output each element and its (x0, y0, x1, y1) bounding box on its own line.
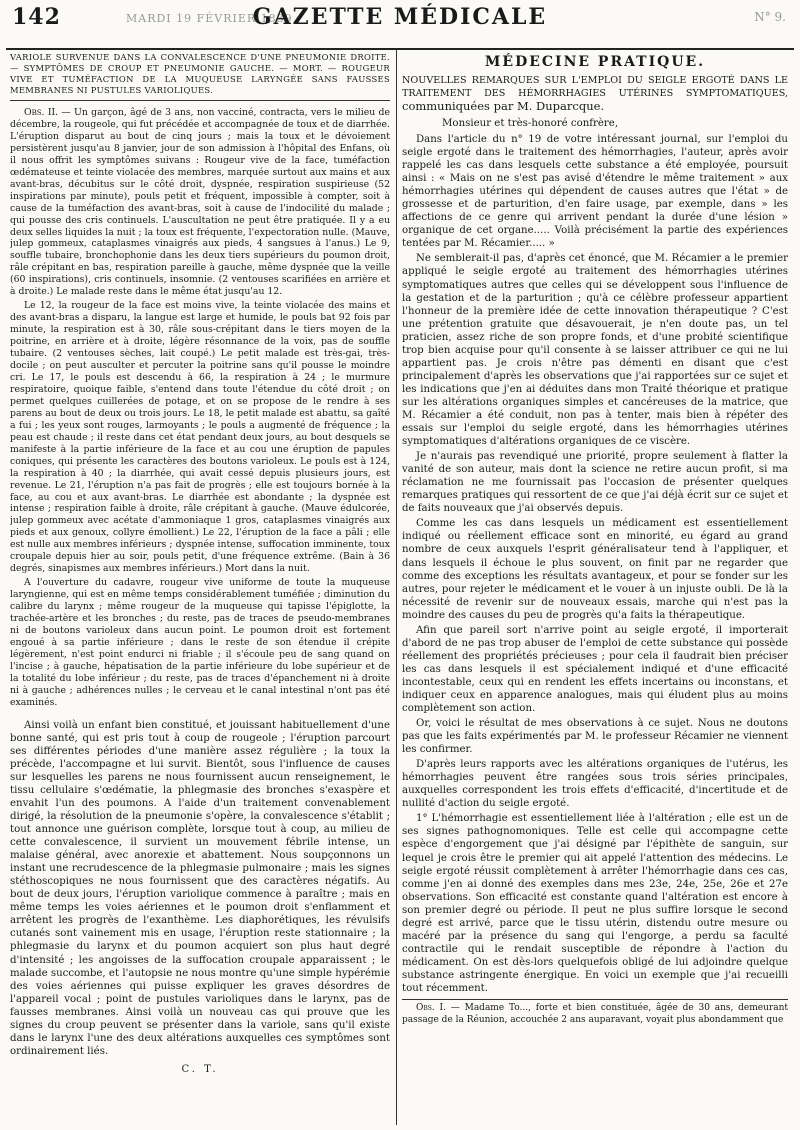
subtitle-author: communiquées par M. Duparcque. (402, 99, 605, 113)
subtitle-text: NOUVELLES REMARQUES SUR L'EMPLOI DU SEIGLE ERGOTÉ DANS LE TRAITEMENT DES HÉMORRHAGIES UTÉRINES SYMPTOMATIQUES, (402, 75, 788, 99)
observation-label: Obs. II. (24, 107, 59, 118)
observation-text: — Madame To..., forte et bien constituée, âgée de 30 ans, demeurant passage de la Réunion, accouchée 2 ans auparavant, voyait plus abondamment que (402, 1003, 788, 1025)
section-title: MÉDECINE PRATIQUE. (484, 54, 706, 70)
newspaper-title: GAZETTE MÉDICALE (252, 4, 548, 30)
left-column (10, 52, 390, 1122)
author-signature: C. T. (181, 1063, 219, 1075)
discussion-paragraph: Ainsi voilà un enfant bien constitué, et jouissant habituellement d'une bonne santé, qui est pris tout à coup de rougeole ; l'éruption parcourt ses différentes périodes d'une manière assez régulière ; la toux la précède, l'accompagne et lui survit. Bientôt, sous l'influence de causes sur lesquelles les parens ne nous fournissent aucun renseignement, le tissu cellulaire s'œdématie, la phlegmasie des bronches s'exaspère et envahit l'un des poumons. A l'aide d'un traitement convenablement dirigé, la résolution de la pneumonie s'opère, la convalescence s'établit ; tout annonce une guérison complète, lorsque tout à coup, au milieu de cette convalescence, il survient un mouvement fébrile intense, un malaise général, avec anorexie et abattement. Nous soupçonnons un instant une recrudescence de la phlegmasie pulmonaire ; mais les signes stéthoscopiques ne nous fournissent que des caractères négatifs. Au bout de deux jours, l'éruption variolique commence à paraître ; mais en même temps les voies aériennes et le poumon droit s'enflamment et arrêtent les progrès de l'exanthème. Les diaphorétiques, les révulsifs cutanés sont vainement mis en usage, l'éruption reste stationnaire ; la phlegmasie du larynx et du poumon acquiert son plus haut degré d'intensité ; les angoisses de la suffocation croupale apparaissent ; le malade succombe, et l'autopsie ne nous montre qu'une simple hypérémie des voies aériennes qui puisse expliquer les graves désordres de l'appareil vocal ; point de pustules varioliques dans le larynx, pas de fausses membranes. Ainsi voilà un nouveau cas qui prouve que les signes du croup peuvent se présenter dans la variole, sans qu'il existe dans le larynx l'une des deux altérations auxquelles ces symptômes sont ordinairement liés. (10, 719, 390, 1057)
letter-paragraph: Afin que pareil sort n'arrive point au seigle ergoté, il importerait d'abord de ne pas trop abuser de l'emploi de cette substance qui possède réellement des propriétés précieuses ; pour cela il faudrait bien préciser les cas dans lesquels il est spécialement indiqué et d'une efficacité incontestable, ceux qui en rendent les effets incertains ou inconstans, et indiquer ceux en apparence analogues, mais qui éludent plus au moins complètement son action. (402, 624, 788, 715)
right-column (402, 52, 788, 1122)
header-rule (6, 48, 794, 50)
letter-paragraph: Ne semblerait-il pas, d'après cet énoncé, que M. Récamier a le premier appliqué le seigle ergoté au traitement des hémorrhagies utérines symptomatiques autres que celles qui se développent sous l'influence de la gestation et de la parturition ; qu'à ce célèbre professeur appartient l'honneur de la première idée de cette innovation thérapeutique ? C'est une prétention gratuite que désavouerait, je n'en doute pas, un tel praticien, assez riche de son propre fonds, et d'une probité scientifique trop bien acquise pour qu'il consente à se laisser attribuer ce qui ne lui appartient pas. Je crois n'être pas démenti en disant que c'est principalement d'après les observations que j'ai rapportées sur ce sujet et les indications que j'en ai déduites dans mon Traité théorique et pratique sur les altérations organiques simples et cancéreuses de la matrice, que M. Récamier a été conduit, non pas à tenter, mais bien à répéter des essais sur l'emploi du seigle ergoté, dans les hémorrhagies utérines symptomatiques d'altérations organiques de ce viscère. (402, 253, 788, 448)
masthead (8, 4, 792, 38)
letter-paragraph: Or, voici le résultat de mes observations à ce sujet. Nous ne doutons pas que les faits expérimentés par M. le professeur Récamier ne viennent les confirmer. (402, 718, 788, 756)
article-heading: VARIOLE SURVENUE DANS LA CONVALESCENCE D'UNE PNEUMONIE DROITE. — SYMPTÔMES DE CROUP ET PNEUMONIE GAUCHE. — MORT. — ROUGEUR VIVE ET TUMÉFACTION DE LA MUQUEUSE LARYNGÉE SANS FAUSSES MEMBRANES NI PUSTULES VARIOLIQUES. (10, 52, 390, 101)
observation-paragraph (10, 107, 390, 298)
issue-number: N° 9. (754, 10, 786, 24)
letter-paragraph: Je n'aurais pas revendiqué une priorité, propre seulement à flatter la vanité de son auteur, mais dont la science ne retire aucun profit, si ma réclamation ne me fournissait pas l'occasion de présenter quelques remarques pratiques qui ressortent de ce que j'ai déjà écrit sur ce sujet et de faits nouveaux que j'ai observés depuis. (402, 451, 788, 515)
letter-paragraph: Dans l'article du n° 19 de votre intéressant journal, sur l'emploi du seigle ergoté dans le traitement des hémorrhagies, l'auteur, après avoir rappelé les cas dans lesquels cette substance a été employée, poursuit ainsi : « Mais on ne s'est pas avisé d'étendre le même traitement » aux hémorrhagies utérines qui dépendent de causes autres que l'état » de grossesse et de parturition, d'en faire usage, par exemple, dans » les affections de ce genre qui arrivent pendant la durée d'une lésion » organique de cet organe..... Voilà précisément la partie des expériences tentées par M. Récamier..... » (402, 134, 788, 250)
letter-paragraph: D'après leurs rapports avec les altérations organiques de l'utérus, les hémorrhagies peuvent être rangées sous trois séries principales, auxquelles correspondent les trois effets d'efficacité, d'incertitude et de nullité d'action du seigle ergoté. (402, 759, 788, 810)
column-divider (396, 50, 397, 1125)
letter-paragraph: Comme les cas dans lesquels un médicament est essentiellement indiqué ou réellement efficace sont en minorité, eu égard au grand nombre de ceux auxquels l'esprit généralisateur tend à l'appliquer, et dans lesquels il échoue le plus souvent, on finit par ne regarder que comme des exceptions les résultats avantageux, et pour se fonder sur les autres, pour rejeter le médicament et le vouer à un injuste oubli. De là la nécessité de revenir sur de nouveaux essais, marche qui n'est pas la moindre des causes du peu de progrès qu'a faits la thérapeutique. (402, 518, 788, 621)
observation-paragraph (402, 999, 788, 1026)
autopsy-paragraph: A l'ouverture du cadavre, rougeur vive uniforme de toute la muqueuse laryngienne, qui est en même temps considérablement tuméfiée ; diminution du calibre du larynx ; même rougeur de la muqueuse qui tapisse l'épiglotte, la trachée-artère et les bronches ; du reste, pas de traces de pseudo-membranes ni de boutons varioleux dans aucun point. Le poumon droit est fortement engoué à sa partie inférieure ; dans le reste de son étendue il crépite légèrement, n'est point endurci ni friable ; il s'écoule peu de sang quand on l'incise ; à gauche, hépatisation de la partie inférieure du lobe supérieur et de la totalité du lobe inférieur ; du reste, pas de traces d'épanchement ni à droite ni à gauche ; adhérences nulles ; le cerveau et le canal intestinal n'ont pas été examinés. (10, 577, 390, 708)
observation-label: Obs. I. (416, 1003, 446, 1014)
article-subtitle (402, 74, 788, 114)
observation-paragraph: Le 12, la rougeur de la face est moins vive, la teinte violacée des mains et des avant-bras a disparu, la langue est large et humide, le pouls bat 92 fois par minute, la respiration est à 30, râle sous-crépitant dans le tiers moyen de la poitrine, en arrière et à droite, légère résonnance de la voix, pas de souffle tubaire. (2 ventouses sèches, lait coupé.) Le petit malade est très-gai, très-docile ; on peut ausculter et percuter la poitrine sans qu'il pousse le moindre cri. Le 17, le pouls est descendu à 66, la respiration à 24 ; le murmure respiratoire, quoique faible, s'entend dans toute l'étendue du côté droit ; on permet quelques cuillerées de potage, et on se propose de le rendre à ses parens au bout de deux ou trois jours. Le 18, le petit malade est abattu, sa gaîté a fui ; les yeux sont rouges, larmoyants ; le pouls a augmenté de fréquence ; la peau est chaude ; il reste dans cet état pendant deux jours, au bout desquels se manifeste à la partie inférieure de la face et au cou une éruption de papules coniques, qui présente les caractères des boutons varioleux. Le pouls est à 124, la respiration à 40 ; la diarrhée, qui avait cessé depuis plusieurs jours, est revenue. Le 21, l'éruption n'a pas fait de progrès ; elle est toujours bornée à la face, au cou et aux avant-bras. Le diarrhée est abondante ; la dyspnée est intense ; respiration faible à droite, râle crépitant à gauche. (Mauve édulcorée, julep gommeux avec acétate d'ammoniaque 1 gros, cataplasmes vinaigrés aux pieds et aux genoux, collyre émollient.) Le 22, l'éruption de la face a pâli ; elle est nulle aux membres inférieurs ; dyspnée intense, suffocation imminente, toux croupale depuis hier au soir, pouls petit, d'une fréquence extrême. (Bain à 36 degrés, sinapismes aux membres inférieurs.) Mort dans la nuit. (10, 300, 390, 575)
letter-paragraph: 1° L'hémorrhagie est essentiellement liée à l'altération ; elle est un de ses signes pathognomoniques. Telle est celle qui accompagne cette espèce d'engorgement que j'ai désigné par l'épithète de sanguin, sur lequel je crois être le premier qui ait appelé l'attention des médecins. Le seigle ergoté réussit complètement à arrêter l'hémorrhagie dans ces cas, comme j'en ai donné des exemples dans mes 23e, 24e, 25e, 26e et 27e observations. Son efficacité est constante quand l'altération est encore à son premier degré ou période. Il peut ne plus suffire lorsque le second degré est arrivé, parce que le tissu utérin, distendu outre mesure ou macéré par la présence du sang qui l'engorge, a perdu sa faculté contractile qui le rendait susceptible de répondre à l'action du médicament. On est dès-lors quelquefois obligé de lui adjoindre quelque substance astringente énergique. En voici un exemple que j'ai recueilli tout récemment. (402, 813, 788, 994)
page-number: 142 (12, 4, 61, 30)
salutation: Monsieur et très-honoré confrère, (442, 118, 619, 129)
observation-text: — Un garçon, âgé de 3 ans, non vacciné, contracta, vers le milieu de décembre, la rougeole, qui fut précédée et accompagnée de toux et de diarrhée. L'éruption disparut au bout de cinq jours ; mais la toux et le dévoiement persistèrent jusqu'au 8 janvier, jour de son admission à l'hôpital des Enfans, où il nous offrit les symptômes suivans : Rougeur vive de la face, tuméfaction œdémateuse et teinte violacée des membres, marquée surtout aux mains et aux avant-bras, décubitus sur le côté droit, dyspnée, respiration suspirieuse (52 inspirations par minute), pouls petit et fréquent, impossible à compter, soit à cause de la tuméfaction des avant-bras, soit à cause de l'indocilité du malade ; qui pousse des cris continuels. L'auscultation ne peut être pratiquée. Il y a eu deux selles liquides la nuit ; la toux est fréquente, l'expectoration nulle. (Mauve, julep gommeux, cataplasmes vinaigrés aux pieds, 4 sangsues à l'anus.) Le 9, souffle tubaire, bronchophonie dans les deux tiers supérieurs du poumon droit, râle crépitant en bas, respiration pareille à gauche, même dyspnée que la veille (60 inspirations), cris continuels, insomnie. (2 ventouses scarifiées en arrière et à droite.) Le malade reste dans le même état jusqu'au 12. (10, 107, 390, 298)
date-stamp: MARDI 19 FÉVRIER 1839 (126, 12, 293, 25)
